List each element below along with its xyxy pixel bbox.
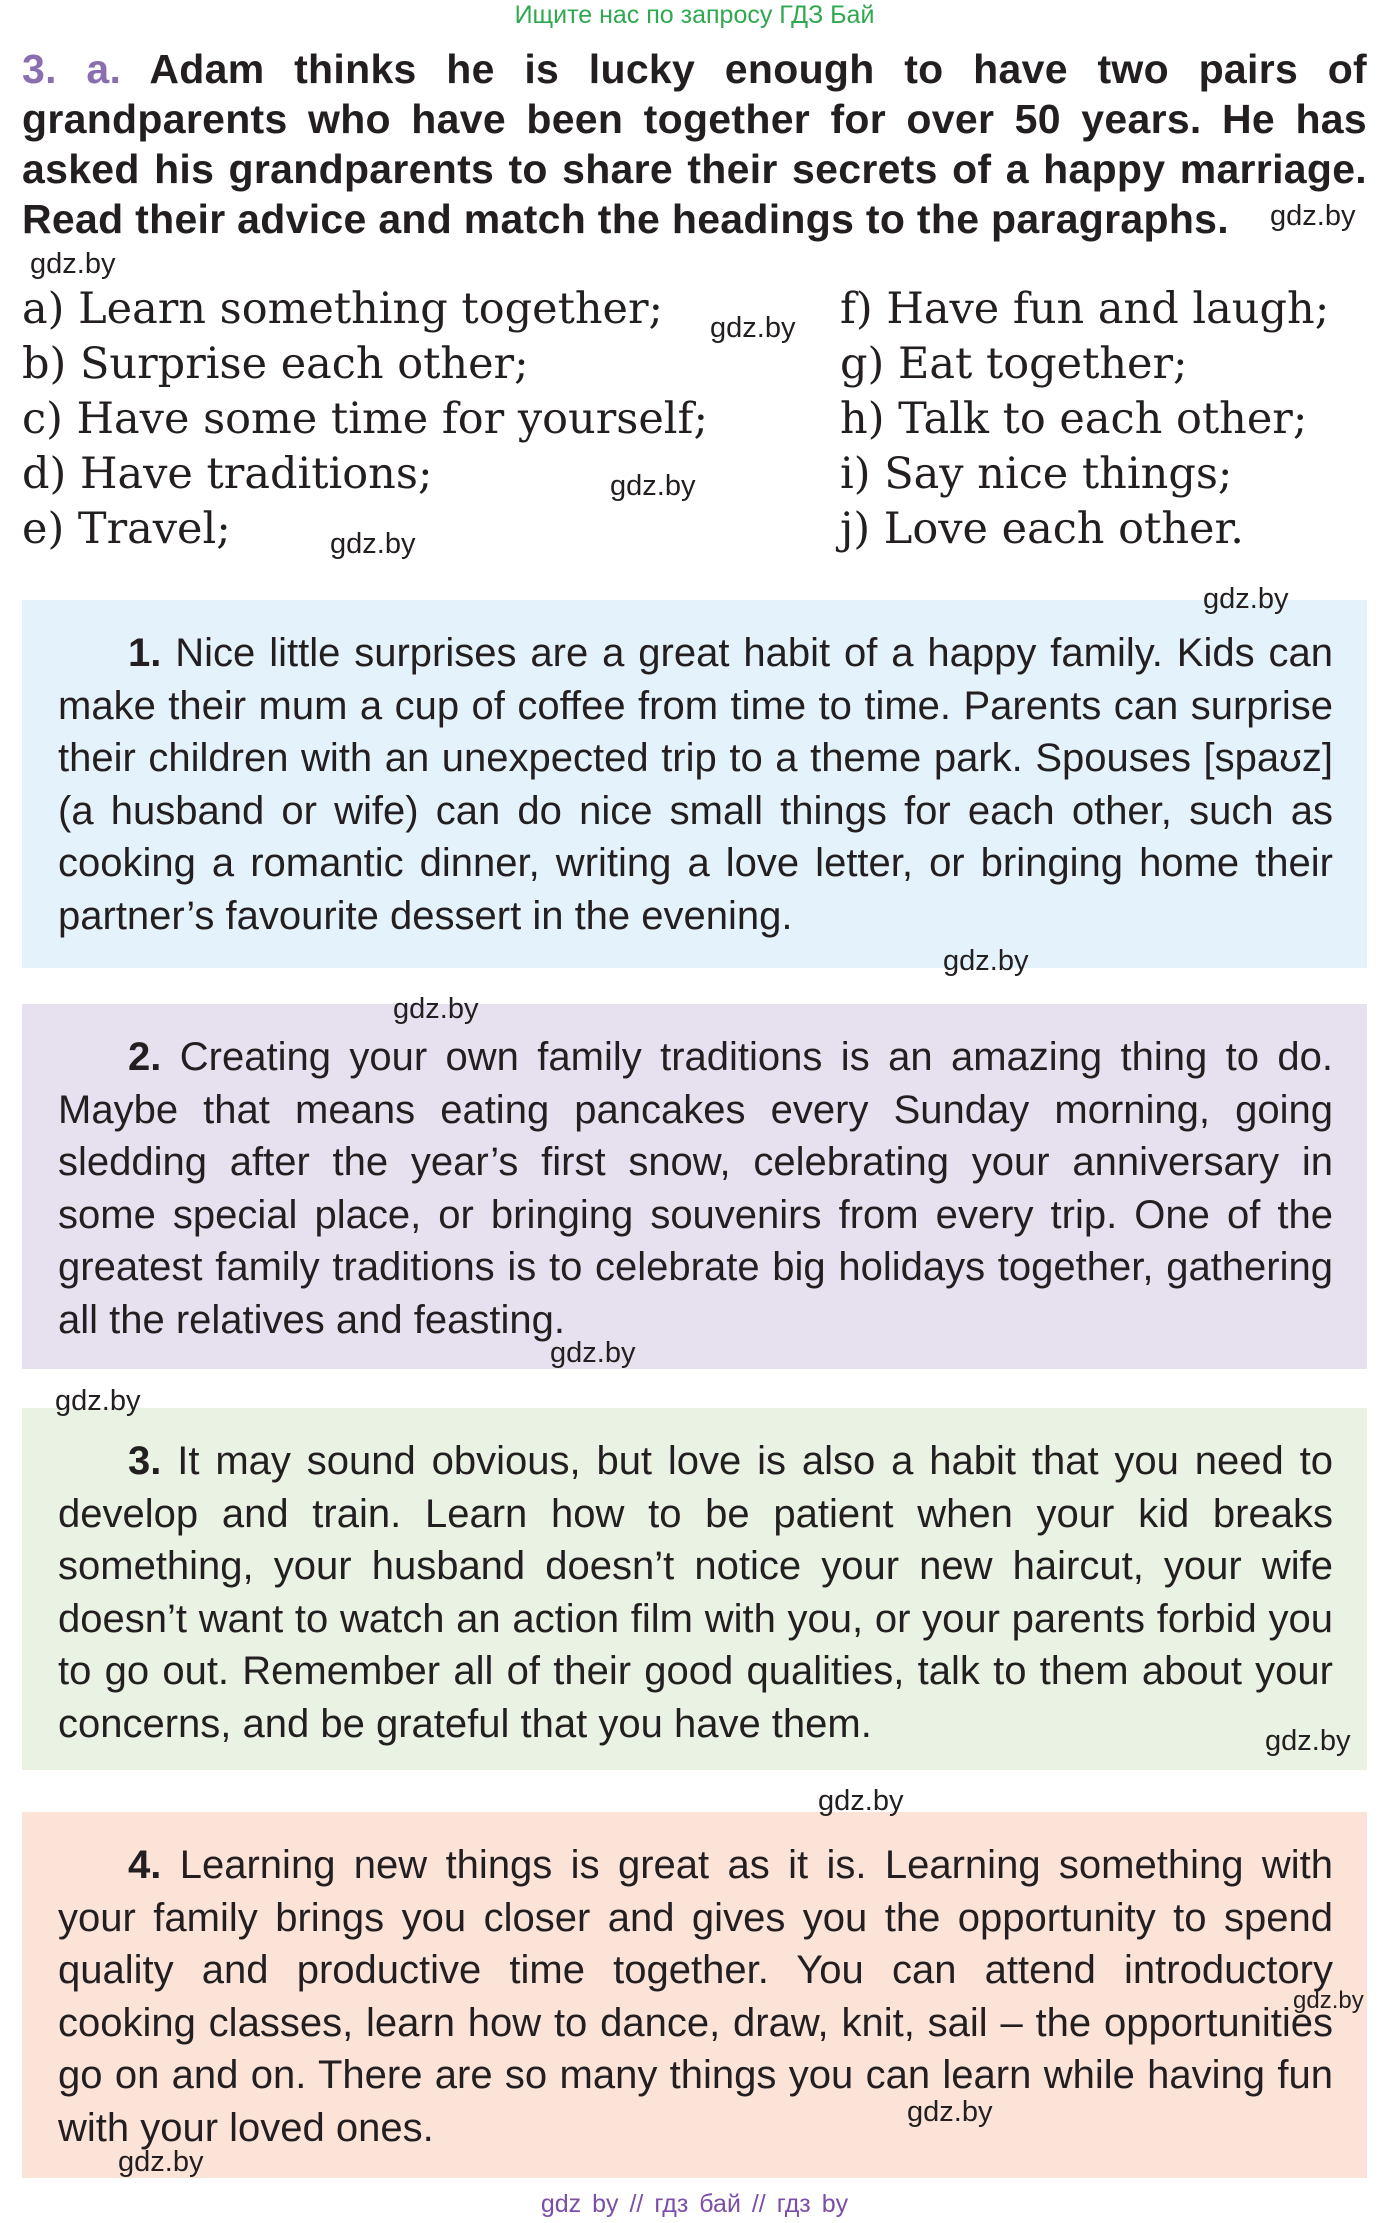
task-instructions (22, 44, 1367, 244)
watermark: gdz.by (118, 2146, 204, 2178)
paragraph-text: Nice little surprises are a great habit of a happy family. Kids can make their mum a cup of coffee from time to time. Parents can surprise their children with an unexpected trip to a theme park. Spouses [spaʊz] (a husband or wife) can do nice small things for each other, such as cooking a romantic dinner, writing a love letter, or bringing home their partner’s favourite dessert in the evening. (58, 631, 1333, 938)
watermark: gdz.by (1293, 1987, 1364, 2014)
watermark: gdz.by (393, 993, 479, 1025)
heading-i: i) Say nice things; (840, 449, 1233, 499)
watermark: gdz.by (943, 945, 1029, 977)
watermark: gdz.by (55, 1385, 141, 1417)
paragraph-4 (58, 1839, 1333, 2154)
paragraph-number: 4. (128, 1843, 162, 1887)
top-banner[interactable]: Ищите нас по запросу ГДЗ Бай (514, 1, 875, 29)
headings-list-right (840, 282, 1329, 557)
paragraph-box-2 (22, 1004, 1367, 1369)
heading-g: g) Eat together; (840, 339, 1188, 389)
paragraph-1 (58, 627, 1333, 942)
footer-links[interactable]: gdz by // гдз бай // гдз by (540, 2190, 849, 2218)
watermark: gdz.by (1203, 583, 1289, 615)
paragraph-text: It may sound obvious, but love is also a habit that you need to develop and train. Learn how to be patient when your kid breaks something, your husband doesn’t notice your new haircut, your wife doesn’t want to watch an action film with you, or your parents forbid you to go out. Remember all of their good qualities, talk to them about your concerns, and be grateful that you have them. (58, 1439, 1333, 1746)
watermark: gdz.by (818, 1785, 904, 1817)
paragraph-number: 2. (128, 1035, 162, 1079)
paragraph-2 (58, 1031, 1333, 1346)
heading-a: a) Learn something together; (22, 284, 664, 334)
headings-list-left (22, 282, 708, 557)
paragraph-3 (58, 1435, 1333, 1750)
heading-f: f) Have fun and laugh; (840, 284, 1330, 334)
heading-d: d) Have traditions; (22, 449, 433, 499)
paragraph-box-4 (22, 1812, 1367, 2178)
heading-b: b) Surprise each other; (22, 339, 529, 389)
heading-h: h) Talk to each other; (840, 394, 1308, 444)
task-text: Adam thinks he is lucky enough to have two pairs of grandparents who have been together for over 50 years. He has asked his grandparents to share their secrets of a happy marriage. Read their advice and match the headings to the paragraphs. (22, 46, 1368, 242)
heading-e: e) Travel; (22, 504, 231, 554)
heading-j: j) Love each other. (840, 504, 1244, 554)
watermark: gdz.by (330, 528, 416, 560)
paragraph-text: Creating your own family traditions is an amazing thing to do. Maybe that means eating pancakes every Sunday morning, going sledding after the year’s first snow, celebrating your anniversary in some special place, or bringing souvenirs from every trip. One of the greatest family traditions is to celebrate big holidays together, gathering all the relatives and feasting. (58, 1035, 1333, 1342)
heading-c: c) Have some time for yourself; (22, 394, 708, 444)
watermark: gdz.by (710, 312, 796, 344)
watermark: gdz.by (1270, 200, 1356, 232)
paragraph-box-3 (22, 1408, 1367, 1770)
paragraph-number: 1. (128, 631, 162, 675)
paragraph-number: 3. (128, 1439, 162, 1483)
paragraph-text: Learning new things is great as it is. Learning something with your family brings you closer and gives you the opportunity to spend quality and productive time together. You can attend introductory cooking classes, learn how to dance, draw, knit, sail – the opportunities go on and on. There are so many things you can learn while having fun with your loved ones. (58, 1843, 1333, 2150)
task-number: 3. a. (22, 46, 122, 92)
paragraph-box-1 (22, 600, 1367, 968)
watermark: gdz.by (550, 1337, 636, 1369)
watermark: gdz.by (1265, 1725, 1351, 1757)
watermark: gdz.by (30, 248, 116, 280)
watermark: gdz.by (610, 470, 696, 502)
watermark: gdz.by (907, 2096, 993, 2128)
